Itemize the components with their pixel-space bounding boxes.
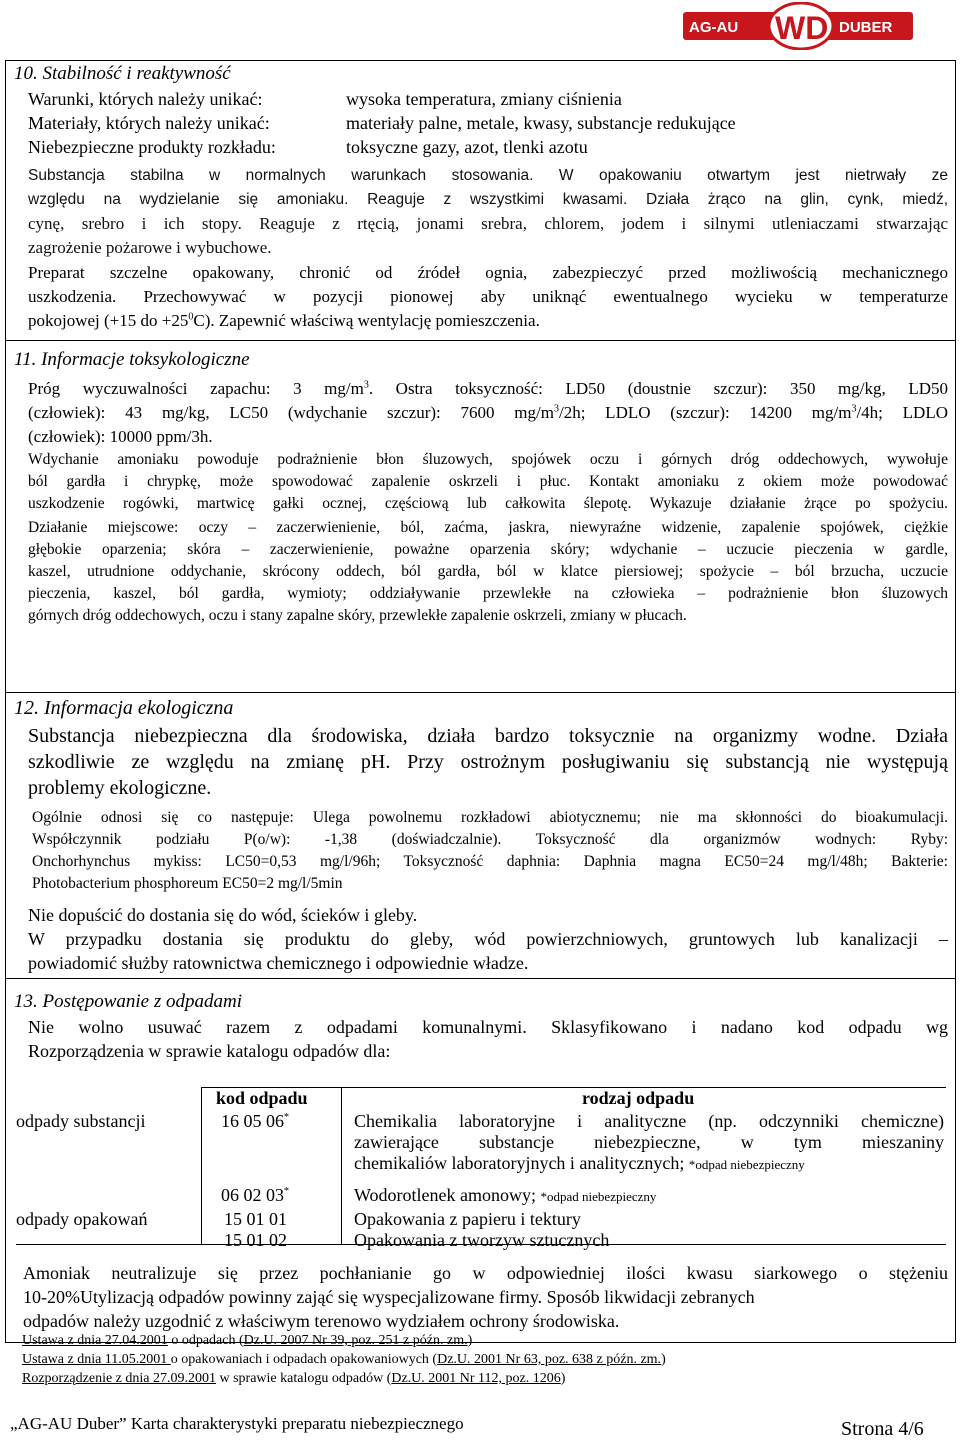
s13-after <box>23 1261 948 1333</box>
s10-p1-line-3: cynę, srebro i ich stopy. Reaguje z rtęcią, jonami srebra, chlorem, jodem i silnymi utleniaczami stwarzając <box>28 214 948 233</box>
s13-intro-line-1: Nie wolno usuwać razem z odpadami komunalnymi. Sklasyfikowano i nadano kod odpadu wg <box>28 1017 948 1037</box>
section-12-title: 12. Informacja ekologiczna <box>14 697 234 719</box>
s13-intro-line-2: Rozporządzenia w sprawie katalogu odpadów dla: <box>28 1041 391 1061</box>
s11-p3-line-4: pieczenia, kaszel, ból gardła, wymioty; oddziaływanie przewlekłe na człowieka – podrażnienie błon śluzowych <box>28 585 948 602</box>
logo-text-right: DUBER <box>839 19 893 36</box>
table-row-1-note: *odpad niebezpieczny <box>688 1157 805 1172</box>
table-header-type: rodzaj odpadu <box>582 1088 695 1108</box>
section-13 <box>6 979 955 1386</box>
s11-p1-line-2 <box>28 401 948 425</box>
s10-label-1: Warunki, których należy unikać: <box>28 89 263 109</box>
footer-page-number: Strona 4/6 <box>841 1418 924 1440</box>
table-row-3-group: odpady opakowań <box>16 1209 148 1229</box>
s12-p4-line-1: W przypadku dostania się produktu do gleby, wód powierzchniowych, gruntowych lub kanalizacji – <box>28 929 948 949</box>
s13-after-line-2: 10-20%Utylizacją odpadów powinny zająć się wyspecjalizowane firmy. Sposób likwidacji zebranych <box>23 1287 755 1307</box>
s10-p2-line-1: Preparat szczelne opakowany, chronić od źródeł ognia, zabezpieczyć przed możliwością mechanicznego <box>28 263 948 282</box>
document-frame <box>5 60 956 1386</box>
s10-value-3: toksyczne gazy, azot, tlenki azotu <box>346 137 588 157</box>
s12-p1-line-1: Substancja niebezpieczna dla środowiska, działa bardzo toksycznie na organizmy wodne. Działa <box>28 725 948 747</box>
table-row-1-type-line-1: Chemikalia laboratoryjne i analityczne (np. odczynniki chemiczne) <box>354 1111 944 1131</box>
ref-2-link[interactable]: Ustawa z dnia 11.05.2001 <box>22 1352 171 1367</box>
s11-p3-line-5: górnych dróg oddechowych, oczu i stany zapalne skóry, przewlekłe zapalenie oskrzeli, zmiany w płucach. <box>28 607 687 624</box>
s11-p1-line-3: (człowiek): 10000 ppm/3h. <box>28 427 213 446</box>
table-row-4-type: Opakowania z tworzyw sztucznych <box>354 1230 610 1250</box>
s10-value-2: materiały palne, metale, kwasy, substancje redukujące <box>346 113 736 133</box>
s11-paragraph-3 <box>28 517 948 627</box>
s10-p2-line-3 <box>28 309 948 333</box>
s10-p2-sup: 0 <box>188 311 194 323</box>
table-row-1-type <box>354 1111 944 1174</box>
s10-p1-line-1: Substancja stabilna w normalnych warunkach stosowania. W opakowaniu otwartym jest nietrwały ze <box>28 167 948 184</box>
section-12 <box>6 693 955 979</box>
s12-p2-line-1: Ogólnie odnosi się co następuje: Ulega powolnemu rozkładowi abiotycznemu; nie ma skłonności do bioakumulacji. <box>32 809 948 826</box>
ref-1: Ustawa z dnia 27.04.2001 o odpadach (Dz.U. 2007 Nr 39, poz. 251 z późn. zm.) <box>22 1333 473 1348</box>
s11-p3-line-1: Działanie miejscowe: oczy – zaczerwienienie, ból, zaćma, jaskra, niewyraźne widzenie, zapalenie spojówek, ciężkie <box>28 519 948 536</box>
s12-paragraph-1 <box>28 723 948 801</box>
ref-3: Rozporządzenie z dnia 27.09.2001 w sprawie katalogu odpadów (Dz.U. 2001 Nr 112, poz. 1206) <box>22 1371 566 1386</box>
s10-p2-text-a: pokojowej (+15 do +25 <box>28 311 189 330</box>
ref-1-source-link[interactable]: Dz.U. 2007 Nr 39, poz. 251 z późn. zm. <box>243 1333 468 1348</box>
s11-paragraph-1 <box>28 377 948 449</box>
ref-2-source-link[interactable]: Dz.U. 2001 Nr 63, poz. 638 z późn. zm. <box>437 1352 662 1367</box>
s11-p2-line-2: ból gardła i chrypkę, może spowodować zapalenie oskrzeli i płuc. Kontakt amoniaku z okiem może powodować <box>28 473 948 490</box>
table-row-1-code: 16 05 06* <box>221 1111 289 1131</box>
s12-p2-line-4: Photobacterium phosphoreum EC50=2 mg/l/5min <box>32 875 343 892</box>
s12-paragraph-3: Nie dopuścić do dostania się do wód, ścieków i gleby. <box>28 905 418 925</box>
table-row-1-type-line-3: chemikaliów laboratoryjnych i analitycznych; <box>354 1153 685 1173</box>
section-13-title: 13. Postępowanie z odpadami <box>14 991 242 1012</box>
s13-intro <box>28 1015 948 1063</box>
s10-paragraph-2 <box>28 261 948 333</box>
s11-l2-b: /2h; LDLO (szczur): 14200 mg/m <box>558 403 852 422</box>
s10-label-2: Materiały, których należy unikać: <box>28 113 270 133</box>
s10-paragraph-1 <box>28 164 948 260</box>
section-11-title: 11. Informacje toksykologiczne <box>14 349 250 370</box>
s12-p2-line-2: Współczynnik podziału P(o/w): -1,38 (doświadczalnie). Toksyczność dla organizmów wodnych: Ryby: <box>32 831 948 848</box>
table-row-2-type: Wodorotlenek amonowy; *odpad niebezpieczny <box>354 1185 657 1205</box>
table-row-2-code: 06 02 03* <box>221 1185 289 1205</box>
s11-l2-a: (człowiek): 43 mg/kg, LC50 (wdychanie szczur): 7600 mg/m <box>28 403 554 422</box>
s10-value-1: wysoka temperatura, zmiany ciśnienia <box>346 89 622 109</box>
table-header-code: kod odpadu <box>216 1088 308 1108</box>
section-11 <box>6 341 955 693</box>
s11-p2-line-3: uszkodzenie rogówki, martwicę gałki ocznej, częściową lub całkowita ślepotę. Wykazuje działanie żrące po spożyciu. <box>28 495 948 512</box>
s11-l1-b: . Ostra toksyczność: LD50 (doustnie szczur): 350 mg/kg, LD50 <box>368 379 948 398</box>
table-row-1-group: odpady substancji <box>16 1111 146 1131</box>
ref-3-source-link[interactable]: Dz.U. 2001 Nr 112, poz. 1206 <box>391 1371 561 1386</box>
s10-p1-line-2: względu na wydzielanie się amoniaku. Reaguje z wszystkimi kwasami. Działa żrąco na glin, cynk, miedź, <box>28 191 948 208</box>
s11-l1-sup: 3 <box>363 379 369 391</box>
section-10-title: 10. Stabilność i reaktywność <box>14 63 231 84</box>
company-logo <box>683 2 913 50</box>
table-row-4-code: 15 01 02 <box>224 1230 287 1250</box>
ref-1-link[interactable]: Ustawa z dnia 27.04.2001 <box>22 1333 168 1348</box>
s12-p1-line-2: szkodliwie ze względu na zmianę pH. Przy ostrożnym posługiwaniu się substancją nie występują <box>28 751 948 773</box>
s11-p1-line-1 <box>28 377 948 401</box>
s11-paragraph-2 <box>28 449 948 515</box>
logo-text-center: WD <box>775 10 829 46</box>
s12-p1-line-3: problemy ekologiczne. <box>28 777 212 799</box>
s12-paragraph-4 <box>28 927 948 975</box>
s11-p3-line-2: głębokie oparzenia; skóra – zaczerwienienie, poważne oparzenia skóry; wdychanie – uczucie pieczenia w gardle, <box>28 541 948 558</box>
logo-text-left: AG-AU <box>689 19 739 36</box>
ref-2: Ustawa z dnia 11.05.2001 o opakowaniach i odpadach opakowaniowych (Dz.U. 2001 Nr 63, poz. 638 z późn. zm.) <box>22 1352 666 1367</box>
s11-p2-line-1: Wdychanie amoniaku powoduje podrażnienie błon śluzowych, spojówek oczu i górnych dróg oddechowych, wywołuje <box>28 451 948 468</box>
s10-p1-line-4: zagrożenie pożarowe i wybuchowe. <box>28 238 272 257</box>
s10-p2-text-b: C). Zapewnić właściwą wentylację pomieszczenia. <box>193 311 540 330</box>
s12-p2-line-3: Onchorhynchus mykiss: LC50=0,53 mg/l/96h; Toksyczność daphnia: Daphnia magna EC50=24 mg/l/48h; Bakterie: <box>32 853 948 870</box>
table-row-2-note: *odpad niebezpieczny <box>540 1189 657 1204</box>
s12-paragraph-2 <box>32 807 948 895</box>
waste-code-table <box>16 1087 946 1250</box>
table-row-1-type-line-2: zawierające substancje niebezpieczne, w tym mieszaniny <box>354 1132 944 1152</box>
s11-p3-line-3: kaszel, utrudnione oddychanie, skrócony oddech, ból gardła, ból w klatce piersiowej; spożycie – ból brzucha, uczucie <box>28 563 948 580</box>
footer-document-title: „AG-AU Duber” Karta charakterystyki preparatu niebezpiecznego <box>10 1414 464 1433</box>
table-row-3-type: Opakowania z papieru i tektury <box>354 1209 581 1229</box>
s10-p2-line-2: uszkodzenia. Przechowywać w pozycji pionowej aby uniknąć ewentualnego wycieku w temperaturze <box>28 287 948 306</box>
legal-references <box>22 1331 666 1388</box>
s13-after-line-1: Amoniak neutralizuje się przez pochłanianie go w odpowiedniej ilości kwasu siarkowego o stężeniu <box>23 1263 948 1283</box>
s13-after-line-3: odpadów należy uzgodnić z właściwym terenowo wydziałem ochrony środowiska. <box>23 1311 620 1331</box>
s11-l2-sup1: 3 <box>553 403 559 415</box>
section-10 <box>6 61 955 341</box>
s11-l2-c: /4h; LDLO <box>856 403 948 422</box>
s12-p4-line-2: powiadomić służby ratownictwa chemicznego i odpowiednie władze. <box>28 953 529 973</box>
table-row-3-code: 15 01 01 <box>224 1209 287 1229</box>
s11-l1-a: Próg wyczuwalności zapachu: 3 mg/m <box>28 379 364 398</box>
ref-3-link[interactable]: Rozporządzenie z dnia 27.09.2001 <box>22 1371 216 1386</box>
s11-l2-sup2: 3 <box>851 403 857 415</box>
s10-label-3: Niebezpieczne produkty rozkładu: <box>28 137 276 157</box>
